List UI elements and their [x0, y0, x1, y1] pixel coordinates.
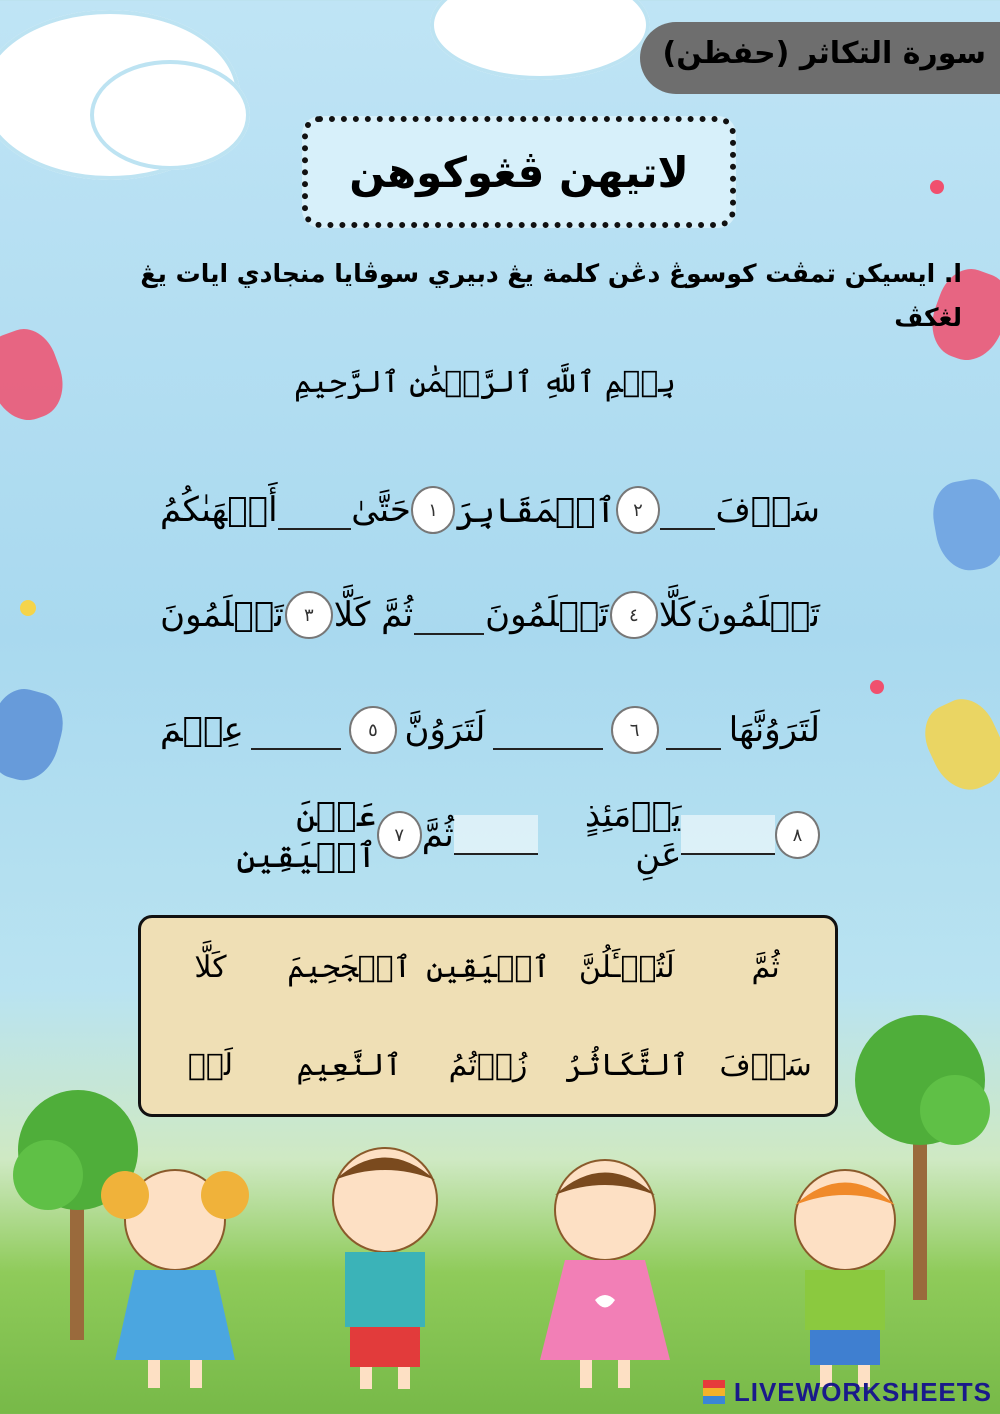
boy-green-shirt-illustration: [760, 1160, 930, 1390]
verse-line-1: [160, 470, 820, 550]
girl-pink-dress-illustration: [520, 1150, 690, 1390]
blue-hand-print: [0, 682, 70, 787]
title-box: [302, 116, 736, 228]
ayah-marker-5: ٥: [349, 706, 397, 754]
ayah-marker-8: ٨: [775, 811, 820, 859]
answer-blank-3[interactable]: [414, 595, 484, 635]
verse-word: لَتَرَوُنَّهَا: [728, 710, 820, 750]
ayah-marker-3: ٣: [285, 591, 333, 639]
instruction-text: ا. ايسيكن تمڤت كوسوڠ دڠن كلمة يڠ دبيري سوڤايا منجادي ايات يڠ لڠكڤ: [140, 259, 962, 332]
word-bank-item: ٱلتَّكَاثُرُ: [565, 1047, 689, 1083]
basmala: بِسۡمِ ٱللَّهِ ٱلرَّحۡمَٰنِ ٱلرَّحِيمِ: [294, 365, 676, 400]
cloud-left-2: [90, 60, 250, 170]
blue-hand-print-right: [928, 475, 1000, 576]
cloud-top: [430, 0, 650, 80]
worksheet-title: لاتيهن ڤڠوكوهن: [349, 147, 689, 197]
answer-blank-2[interactable]: [660, 490, 715, 530]
liveworksheets-logo-icon: [703, 1380, 725, 1404]
verse-word: عِلۡمَ: [160, 710, 244, 750]
paint-dot: [20, 600, 36, 616]
verse-word: حَتَّىٰ: [351, 490, 411, 530]
girl-blue-dress-illustration: [90, 1160, 260, 1390]
verse-word: ثُمَّ: [421, 815, 454, 855]
word-bank-item: ٱلنَّعِيمِ: [296, 1047, 402, 1083]
verse-word: كَلَّا: [658, 595, 696, 635]
word-bank-item: ٱلۡيَقِينِ: [426, 949, 550, 985]
yellow-hand-print: [914, 689, 1000, 800]
ayah-marker-7: ٧: [377, 811, 422, 859]
verse-word: يَوۡمَئِذٍ عَنِ: [584, 795, 682, 875]
verse-word: لَتَرَوُنَّ: [404, 710, 486, 750]
word-bank-item: ثُمَّ: [751, 949, 780, 985]
word-bank: [138, 915, 838, 1117]
ayah-marker-1: ١: [411, 486, 456, 534]
word-bank-item: سَوۡفَ: [719, 1047, 812, 1083]
verse-word: تَعۡلَمُونَ: [160, 595, 284, 635]
verse-line-4: [160, 795, 820, 875]
answer-blank-6[interactable]: [666, 710, 721, 750]
boy-red-shorts-illustration: [300, 1140, 470, 1390]
verse-word: ٱلۡمَقَابِرَ: [455, 490, 616, 531]
red-hand-print: [0, 321, 73, 430]
verse-line-3: [160, 690, 820, 770]
word-bank-item: ٱلۡجَحِيمَ: [287, 949, 412, 985]
paint-dot: [930, 180, 944, 194]
verse-line-2: [160, 575, 820, 655]
word-bank-item: لَوۡ: [187, 1047, 233, 1083]
verse-word: عَيۡنَ ٱلۡيَقِينِ: [236, 795, 377, 876]
answer-blank-4[interactable]: [251, 710, 341, 750]
ayah-marker-2: ٢: [616, 486, 661, 534]
word-bank-item: لَتُسۡـَٔلُنَّ: [578, 949, 675, 985]
answer-blank-1[interactable]: [278, 490, 352, 530]
verse-word: ثُمَّ كَلَّا: [333, 595, 414, 635]
verse-word: سَوۡفَ: [715, 490, 820, 530]
verse-word: تَعۡلَمُونَ: [485, 595, 609, 635]
answer-blank-5[interactable]: [493, 710, 603, 750]
ayah-marker-4: ٤: [610, 591, 658, 639]
brand-watermark[interactable]: LIVEWORKSHEETS: [733, 1377, 992, 1407]
answer-blank-8[interactable]: [681, 815, 774, 855]
verse-word: أَلۡهَىٰكُمُ: [160, 490, 278, 530]
paint-dot: [870, 680, 884, 694]
verse-word: تَعۡلَمُونَ: [696, 595, 820, 635]
surah-title: سورة التكاثر (حفظن): [662, 36, 986, 71]
answer-blank-7[interactable]: [454, 815, 538, 855]
word-bank-item: كَلَّا: [194, 949, 227, 985]
ayah-marker-6: ٦: [611, 706, 659, 754]
word-bank-item: زُرۡتُمُ: [448, 1047, 528, 1083]
